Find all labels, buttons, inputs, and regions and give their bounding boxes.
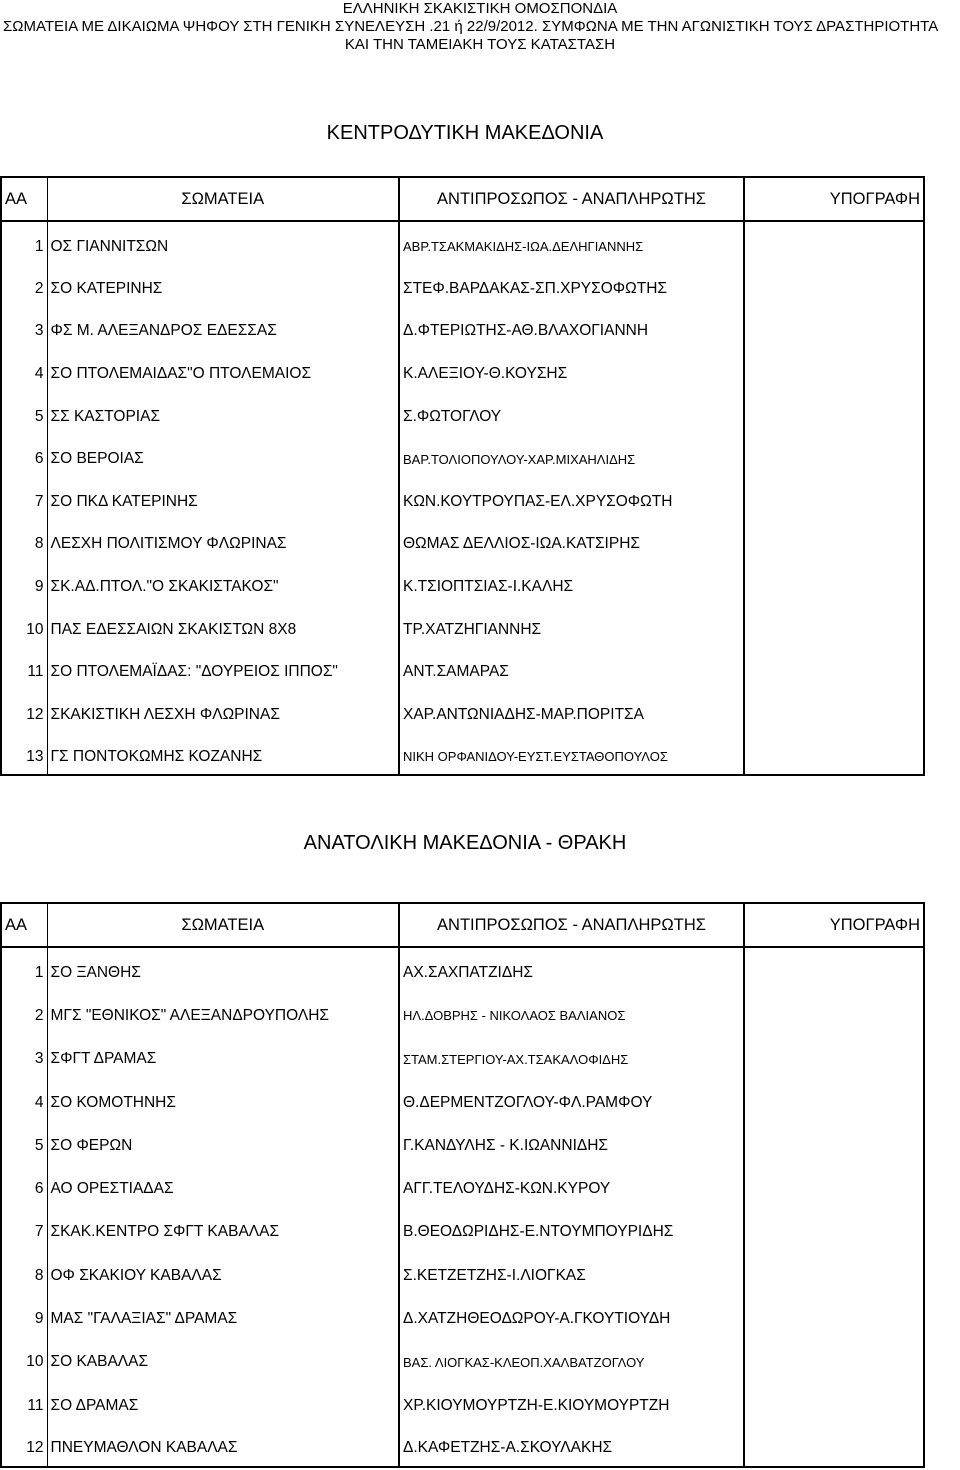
- signature-cell: [744, 306, 924, 349]
- signature-cell: [744, 1207, 924, 1250]
- table-row: [1, 1207, 924, 1250]
- club-name: ΣΟ ΠΤΟΛΕΜΑΪΔΑΣ: "ΔΟΥΡΕΙΟΣ ΙΠΠΟΣ": [47, 647, 399, 690]
- signature-cell: [744, 519, 924, 562]
- club-name: ΣΟ ΞΑΝΘΗΣ: [47, 947, 399, 990]
- table-row: [1, 562, 924, 605]
- club-name: ΣΚΑΚ.ΚΕΝΤΡΟ ΣΦΓΤ ΚΑΒΑΛΑΣ: [47, 1207, 399, 1250]
- signature-cell: [744, 1293, 924, 1336]
- club-name: ΣΟ ΚΑΒΑΛΑΣ: [47, 1337, 399, 1380]
- signature-cell: [744, 434, 924, 477]
- representative-names: Γ.ΚΑΝΔΥΛΗΣ - Κ.ΙΩΑΝΝΙΔΗΣ: [403, 1136, 609, 1154]
- club-name: ΓΣ ΠΟΝΤΟΚΩΜΗΣ ΚΟΖΑΝΗΣ: [47, 732, 399, 775]
- column-header-representative: ΑΝΤΙΠΡΟΣΩΠΟΣ - ΑΝΑΠΛΗΡΩΤΗΣ: [437, 915, 706, 934]
- voting-clubs-table-east-macedonia-thrace: [0, 902, 925, 1468]
- table-row: [1, 264, 924, 307]
- row-number: 6: [1, 1163, 47, 1206]
- club-name: ΦΣ Μ. ΑΛΕΞΑΝΔΡΟΣ ΕΔΕΣΣΑΣ: [47, 306, 399, 349]
- table-row: [1, 732, 924, 775]
- table-row: [1, 1077, 924, 1120]
- document-subtitle-continued: ΚΑΙ ΤΗΝ ΤΑΜΕΙΑΚΗ ΤΟΥΣ ΚΑΤΑΣΤΑΣΗ: [344, 36, 616, 53]
- table-row: [1, 519, 924, 562]
- row-number: 7: [1, 477, 47, 520]
- row-number: 6: [1, 434, 47, 477]
- club-name: ΣΟ ΒΕΡΟΙΑΣ: [47, 434, 399, 477]
- club-name: ΣΟ ΠΤΟΛΕΜΑΙΔΑΣ"Ο ΠΤΟΛΕΜΑΙΟΣ: [47, 349, 399, 392]
- region-title-central-west-macedonia: ΚΕΝΤΡΟΔΥΤΙΚΗ ΜΑΚΕΔΟΝΙΑ: [326, 122, 604, 144]
- representative-names: ΒΑΣ. ΛΙΟΓΚΑΣ-ΚΛΕΟΠ.ΧΑΛΒΑΤΖΟΓΛΟΥ: [403, 1354, 645, 1370]
- row-number: 5: [1, 1120, 47, 1163]
- row-number: 3: [1, 306, 47, 349]
- signature-cell: [744, 562, 924, 605]
- club-name: ΣΟ ΔΡΑΜΑΣ: [47, 1380, 399, 1423]
- column-header-signature: ΥΠΟΓΡΑΦΗ: [744, 177, 924, 221]
- region-title-east-macedonia-thrace: ΑΝΑΤΟΛΙΚΗ ΜΑΚΕΔΟΝΙΑ - ΘΡΑΚΗ: [303, 832, 627, 854]
- table-row: [1, 1293, 924, 1336]
- club-name: ΜΑΣ "ΓΑΛΑΞΙΑΣ" ΔΡΑΜΑΣ: [47, 1293, 399, 1336]
- table-row: [1, 1120, 924, 1163]
- representative-names: ΑΝΤ.ΣΑΜΑΡΑΣ: [403, 663, 509, 681]
- column-header-aa: ΑΑ: [1, 177, 47, 221]
- signature-cell: [744, 1163, 924, 1206]
- representative-names: ΣΤΑΜ.ΣΤΕΡΓΙΟΥ-ΑΧ.ΤΣΑΚΑΛΟΦΙΔΗΣ: [403, 1051, 629, 1067]
- representative-names: Δ.ΦΤΕΡΙΩΤΗΣ-ΑΘ.ΒΛΑΧΟΓΙΑΝΝΗ: [403, 322, 649, 340]
- column-header-clubs: ΣΩΜΑΤΕΙΑ: [47, 177, 399, 221]
- federation-name: ΕΛΛΗΝΙΚΗ ΣΚΑΚΙΣΤΙΚΗ ΟΜΟΣΠΟΝΔΙΑ: [342, 0, 618, 17]
- table-row: [1, 434, 924, 477]
- representative-names: ΑΒΡ.ΤΣΑΚΜΑΚΙΔΗΣ-ΙΩΑ.ΔΕΛΗΓΙΑΝΝΗΣ: [403, 239, 644, 255]
- table-row: [1, 1250, 924, 1293]
- row-number: 10: [1, 1337, 47, 1380]
- club-name: ΟΣ ΓΙΑΝΝΙΤΣΩΝ: [47, 221, 399, 264]
- representative-names: Σ.ΚΕΤΖΕΤΖΗΣ-Ι.ΛΙΟΓΚΑΣ: [403, 1266, 586, 1284]
- representative-names: ΑΓΓ.ΤΕΛΟΥΔΗΣ-ΚΩΝ.ΚΥΡΟΥ: [403, 1180, 611, 1198]
- signature-cell: [744, 1034, 924, 1077]
- signature-cell: [744, 732, 924, 775]
- club-name: ΣΣ ΚΑΣΤΟΡΙΑΣ: [47, 391, 399, 434]
- row-number: 12: [1, 690, 47, 733]
- table-row: [1, 477, 924, 520]
- signature-cell: [744, 349, 924, 392]
- document-subtitle: ΣΩΜΑΤΕΙΑ ΜΕ ΔΙΚΑΙΩΜΑ ΨΗΦΟΥ ΣΤΗ ΓΕΝΙΚΗ ΣΥΝΕΛΕΥΣΗ .21 ή 22/9/2012. ΣΥΜΦΩΝΑ ΜΕ ΤΗΝ ΑΓΩΝΙΣΤΙΚΗ ΤΟΥΣ ΔΡΑΣΤΗΡΙΟΤΗΤΑ: [3, 18, 939, 35]
- signature-cell: [744, 690, 924, 733]
- table-row: [1, 990, 924, 1033]
- table-row: [1, 604, 924, 647]
- representative-names: ΗΛ.ΔΟΒΡΗΣ - ΝΙΚΟΛΑΟΣ ΒΑΛΙΑΝΟΣ: [403, 1008, 626, 1024]
- club-name: ΣΟ ΚΑΤΕΡΙΝΗΣ: [47, 264, 399, 307]
- signature-cell: [744, 1380, 924, 1423]
- representative-names: ΝΙΚΗ ΟΡΦΑΝΙΔΟΥ-ΕΥΣΤ.ΕΥΣΤΑΘΟΠΟΥΛΟΣ: [403, 749, 668, 765]
- table-row: [1, 947, 924, 990]
- row-number: 11: [1, 647, 47, 690]
- table-row: [1, 221, 924, 264]
- club-name: ΑΟ ΟΡΕΣΤΙΑΔΑΣ: [47, 1163, 399, 1206]
- signature-cell: [744, 990, 924, 1033]
- representative-names: ΚΩΝ.ΚΟΥΤΡΟΥΠΑΣ-ΕΛ.ΧΡΥΣΟΦΩΤΗ: [403, 492, 673, 510]
- row-number: 13: [1, 732, 47, 775]
- table-row: [1, 1337, 924, 1380]
- row-number: 5: [1, 391, 47, 434]
- signature-cell: [744, 647, 924, 690]
- signature-cell: [744, 1337, 924, 1380]
- row-number: 8: [1, 1250, 47, 1293]
- signature-cell: [744, 947, 924, 990]
- column-header-clubs: ΣΩΜΑΤΕΙΑ: [47, 903, 399, 947]
- club-name: ΣΚΑΚΙΣΤΙΚΗ ΛΕΣΧΗ ΦΛΩΡΙΝΑΣ: [47, 690, 399, 733]
- club-name: ΣΦΓΤ ΔΡΑΜΑΣ: [47, 1034, 399, 1077]
- column-header-representative: ΑΝΤΙΠΡΟΣΩΠΟΣ - ΑΝΑΠΛΗΡΩΤΗΣ: [437, 189, 706, 208]
- row-number: 3: [1, 1034, 47, 1077]
- club-name: ΛΕΣΧΗ ΠΟΛΙΤΙΣΜΟΥ ΦΛΩΡΙΝΑΣ: [47, 519, 399, 562]
- table-row: [1, 1380, 924, 1423]
- signature-cell: [744, 477, 924, 520]
- row-number: 1: [1, 221, 47, 264]
- row-number: 8: [1, 519, 47, 562]
- table-row: [1, 1423, 924, 1466]
- signature-cell: [744, 1120, 924, 1163]
- representative-names: Δ.ΚΑΦΕΤΖΗΣ-Α.ΣΚΟΥΛΑΚΗΣ: [403, 1439, 613, 1457]
- row-number: 12: [1, 1423, 47, 1466]
- club-name: ΣΟ ΦΕΡΩΝ: [47, 1120, 399, 1163]
- table-row: [1, 1163, 924, 1206]
- table-row: [1, 349, 924, 392]
- table-row: [1, 391, 924, 434]
- representative-names: ΣΤΕΦ.ΒΑΡΔΑΚΑΣ-ΣΠ.ΧΡΥΣΟΦΩΤΗΣ: [403, 279, 667, 297]
- table-header-row: [1, 177, 924, 221]
- table-row: [1, 690, 924, 733]
- representative-names: ΘΩΜΑΣ ΔΕΛΛΙΟΣ-ΙΩΑ.ΚΑΤΣΙΡΗΣ: [403, 535, 640, 553]
- signature-cell: [744, 1423, 924, 1466]
- signature-cell: [744, 604, 924, 647]
- representative-names: ΒΑΡ.ΤΟΛΙΟΠΟΥΛΟΥ-ΧΑΡ.ΜΙΧΑΗΛΙΔΗΣ: [403, 451, 636, 467]
- row-number: 2: [1, 990, 47, 1033]
- row-number: 2: [1, 264, 47, 307]
- column-header-aa: ΑΑ: [1, 903, 47, 947]
- representative-names: ΑΧ.ΣΑΧΠΑΤΖΙΔΗΣ: [403, 964, 533, 982]
- row-number: 11: [1, 1380, 47, 1423]
- representative-names: ΤΡ.ΧΑΤΖΗΓΙΑΝΝΗΣ: [403, 620, 542, 638]
- representative-names: Β.ΘΕΟΔΩΡΙΔΗΣ-Ε.ΝΤΟΥΜΠΟΥΡΙΔΗΣ: [403, 1223, 674, 1241]
- table-header-row: [1, 903, 924, 947]
- club-name: ΣΚ.ΑΔ.ΠΤΟΛ."Ο ΣΚΑΚΙΣΤΑΚΟΣ": [47, 562, 399, 605]
- column-header-signature: ΥΠΟΓΡΑΦΗ: [744, 903, 924, 947]
- signature-cell: [744, 264, 924, 307]
- row-number: 1: [1, 947, 47, 990]
- table-row: [1, 1034, 924, 1077]
- table-row: [1, 306, 924, 349]
- row-number: 10: [1, 604, 47, 647]
- table-row: [1, 647, 924, 690]
- voting-clubs-table-central-west-macedonia: [0, 176, 925, 776]
- club-name: ΠΑΣ ΕΔΕΣΣΑΙΩΝ ΣΚΑΚΙΣΤΩΝ 8Χ8: [47, 604, 399, 647]
- row-number: 4: [1, 1077, 47, 1120]
- signature-cell: [744, 221, 924, 264]
- row-number: 9: [1, 562, 47, 605]
- signature-cell: [744, 1077, 924, 1120]
- club-name: ΠΝΕΥΜΑΘΛΟΝ ΚΑΒΑΛΑΣ: [47, 1423, 399, 1466]
- representative-names: ΧΡ.ΚΙΟΥΜΟΥΡΤΖΗ-Ε.ΚΙΟΥΜΟΥΡΤΖΗ: [403, 1396, 670, 1414]
- representative-names: Σ.ΦΩΤΟΓΛΟΥ: [403, 407, 502, 425]
- representative-names: Δ.ΧΑΤΖΗΘΕΟΔΩΡΟΥ-Α.ΓΚΟΥΤΙΟΥΔΗ: [403, 1310, 671, 1328]
- row-number: 4: [1, 349, 47, 392]
- representative-names: ΧΑΡ.ΑΝΤΩΝΙΑΔΗΣ-ΜΑΡ.ΠΟΡΙΤΣΑ: [403, 705, 644, 723]
- row-number: 9: [1, 1293, 47, 1336]
- signature-cell: [744, 1250, 924, 1293]
- club-name: ΣΟ ΚΟΜΟΤΗΝΗΣ: [47, 1077, 399, 1120]
- representative-names: Κ.ΤΣΙΟΠΤΣΙΑΣ-Ι.ΚΑΛΗΣ: [403, 578, 574, 596]
- row-number: 7: [1, 1207, 47, 1250]
- representative-names: Κ.ΑΛΕΞΙΟΥ-Θ.ΚΟΥΣΗΣ: [403, 365, 568, 383]
- club-name: ΣΟ ΠΚΔ ΚΑΤΕΡΙΝΗΣ: [47, 477, 399, 520]
- club-name: ΟΦ ΣΚΑΚΙΟΥ ΚΑΒΑΛΑΣ: [47, 1250, 399, 1293]
- club-name: ΜΓΣ "ΕΘΝΙΚΟΣ" ΑΛΕΞΑΝΔΡΟΥΠΟΛΗΣ: [47, 990, 399, 1033]
- signature-cell: [744, 391, 924, 434]
- representative-names: Θ.ΔΕΡΜΕΝΤΖΟΓΛΟΥ-ΦΛ.ΡΑΜΦΟΥ: [403, 1093, 653, 1111]
